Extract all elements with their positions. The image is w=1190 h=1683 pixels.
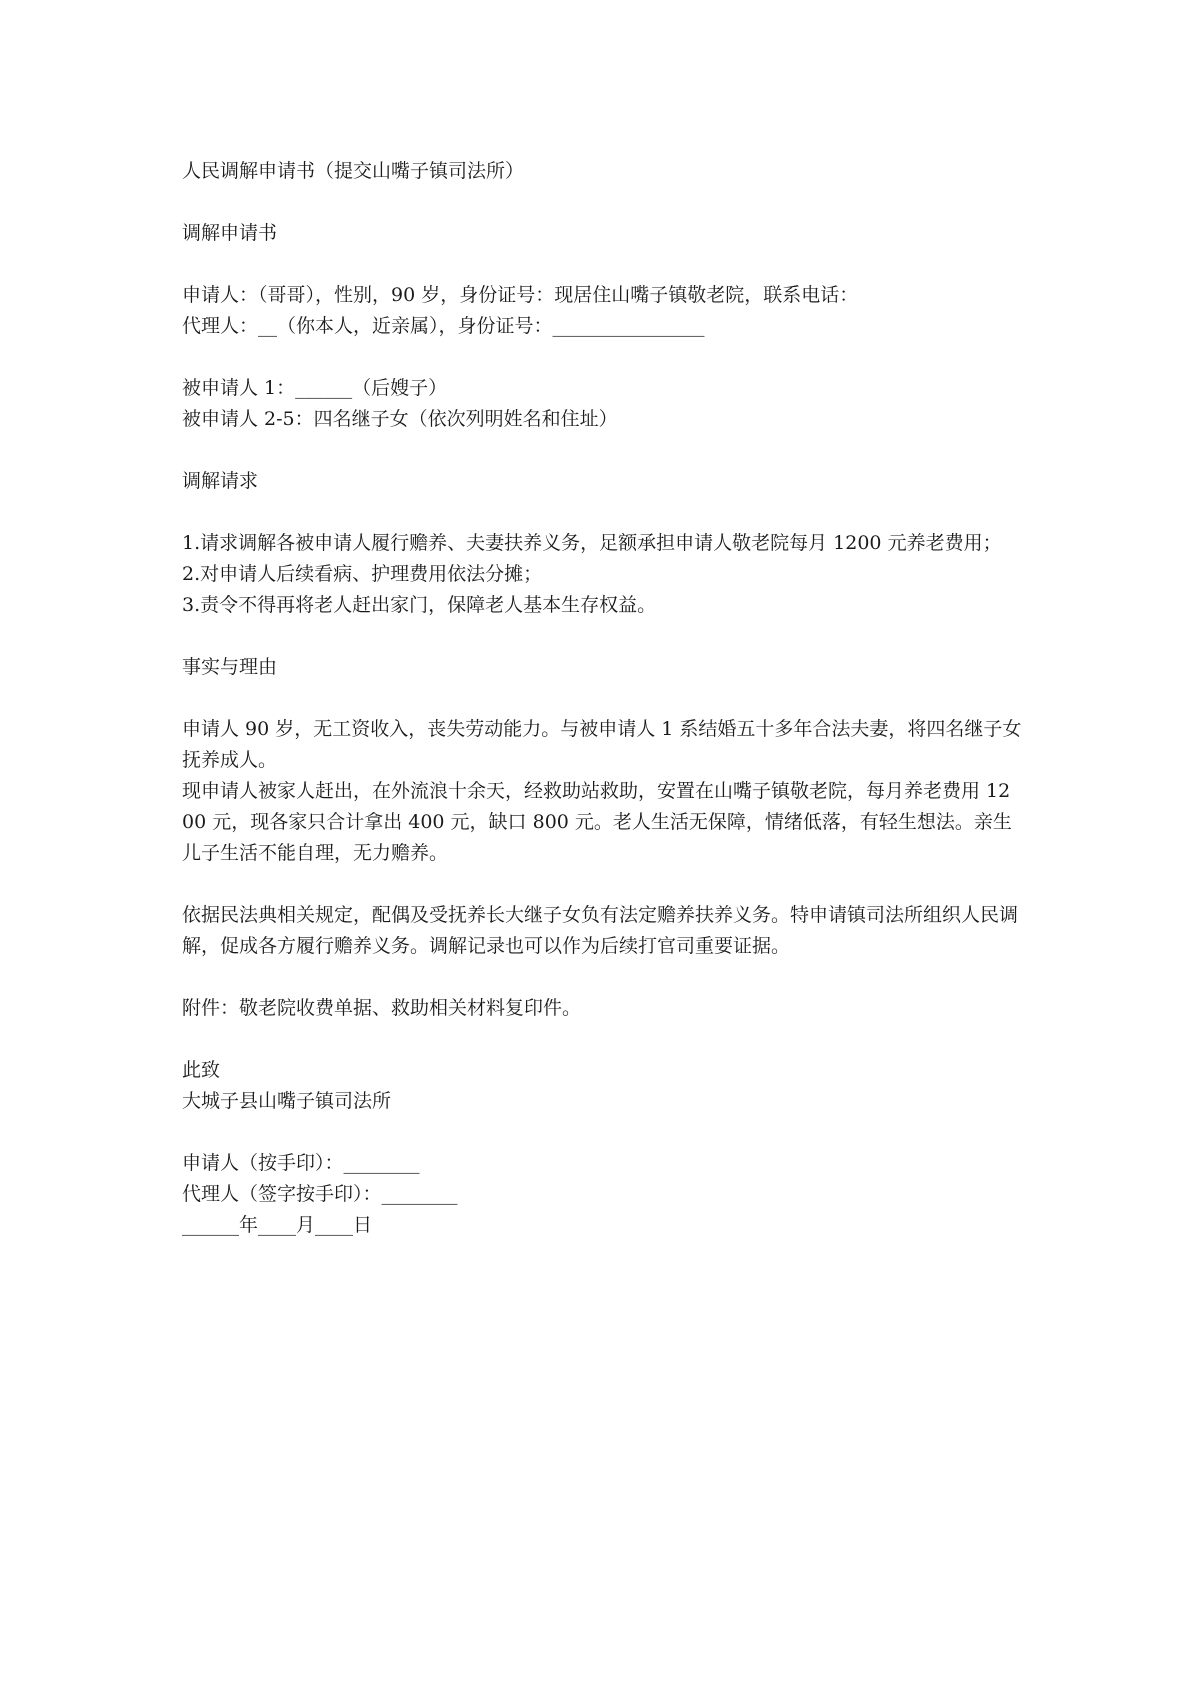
respondent-2-5-line: 被申请人 2-5：四名继子女（依次列明姓名和住址） xyxy=(182,408,618,430)
spacer xyxy=(182,869,1022,900)
applicant-signature-line: 申请人（按手印）：________ xyxy=(182,1152,420,1174)
request-item-1: 1.请求调解各被申请人履行赡养、夫妻扶养义务，足额承担申请人敬老院每月 1200 元养老费用； xyxy=(182,532,1002,554)
request-heading: 调解请求 xyxy=(182,470,259,492)
spacer xyxy=(182,962,1022,993)
spacer xyxy=(182,683,1022,714)
spacer xyxy=(182,249,1022,280)
spacer xyxy=(182,187,1022,218)
spacer xyxy=(182,1117,1022,1148)
agent-signature-line: 代理人（签字按手印）：________ xyxy=(182,1183,458,1205)
document-body xyxy=(182,156,1022,1241)
date-line: ______年____月____日 xyxy=(182,1214,373,1236)
recipient-line: 大城子县山嘴子镇司法所 xyxy=(182,1090,392,1112)
spacer xyxy=(182,621,1022,652)
document-heading: 调解申请书 xyxy=(182,222,278,244)
request-item-3: 3.责令不得再将老人赶出家门，保障老人基本生存权益。 xyxy=(182,594,657,616)
applicant-line: 申请人：（哥哥），性别，90 岁，身份证号：现居住山嘴子镇敬老院，联系电话： xyxy=(182,284,859,306)
spacer xyxy=(182,435,1022,466)
respondent-1-line: 被申请人 1：______（后嫂子） xyxy=(182,377,448,399)
facts-paragraph-1: 申请人 90 岁，无工资收入，丧失劳动能力。与被申请人 1 系结婚五十多年合法夫妻，将四名继子女抚养成人。 xyxy=(182,718,1022,771)
facts-heading: 事实与理由 xyxy=(182,656,278,678)
document-title: 人民调解申请书（提交山嘴子镇司法所） xyxy=(182,160,525,182)
agent-line: 代理人：__（你本人，近亲属），身份证号：________________ xyxy=(182,315,705,337)
request-item-2: 2.对申请人后续看病、护理费用依法分摊； xyxy=(182,563,543,585)
spacer xyxy=(182,497,1022,528)
attachment-line: 附件：敬老院收费单据、救助相关材料复印件。 xyxy=(182,997,582,1019)
spacer xyxy=(182,342,1022,373)
facts-paragraph-2: 现申请人被家人赶出，在外流浪十余天，经救助站救助，安置在山嘴子镇敬老院，每月养老费用 1200 元，现各家只合计拿出 400 元，缺口 800 元。老人生活无保障，情绪低落，有轻生想法。亲生儿子生活不能自理，无力赡养。 xyxy=(182,780,1012,864)
spacer xyxy=(182,1024,1022,1055)
salutation-line: 此致 xyxy=(182,1059,221,1081)
legal-basis-paragraph: 依据民法典相关规定，配偶及受抚养长大继子女负有法定赡养扶养义务。特申请镇司法所组织人民调解，促成各方履行赡养义务。调解记录也可以作为后续打官司重要证据。 xyxy=(182,904,1019,957)
